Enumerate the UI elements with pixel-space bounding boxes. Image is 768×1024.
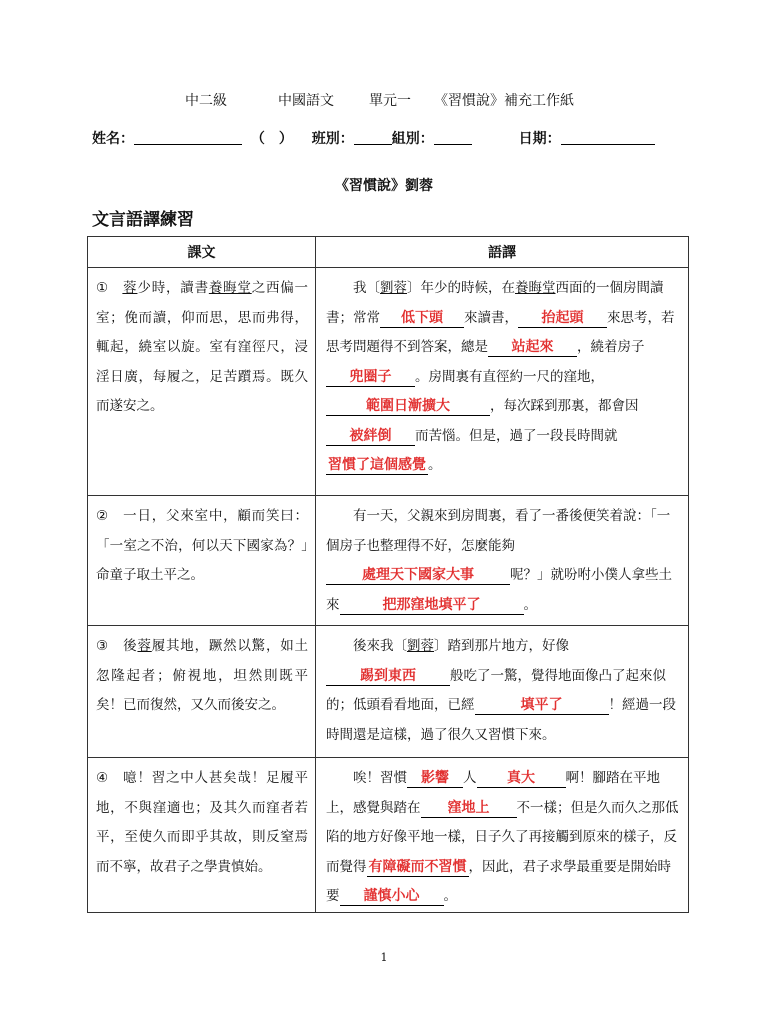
translation-cell — [316, 496, 689, 626]
original-text: 少時，讀書 — [137, 280, 209, 296]
translation-cell — [316, 758, 689, 913]
answer-blank[interactable]: 謹慎小心 — [340, 887, 444, 906]
translation-table — [87, 236, 689, 913]
translation-text: 有一天，父親來到房間裏，看了一番後便笑着說：「一個房子也整理得不好，怎麼能夠 — [326, 508, 671, 554]
translation-text: 唉！習慣 — [353, 770, 407, 786]
worksheet-title: 《習慣說》補充工作紙 — [434, 93, 574, 109]
class-blank[interactable] — [354, 130, 392, 145]
proper-noun: 蓉 — [122, 280, 138, 296]
original-cell — [88, 758, 316, 913]
paragraph-number: ② — [96, 508, 109, 524]
translation-text: 西面的一個房間讀書；常常 — [326, 280, 664, 326]
original-cell — [88, 496, 316, 626]
table-row — [88, 758, 689, 913]
translation-text: 。 — [523, 596, 537, 613]
name-label: 姓名： — [92, 131, 134, 147]
translation-text: ！經過一段時間還是這樣，過了很久又習慣下來。 — [326, 697, 676, 743]
section-title: 文言語譯練習 — [92, 210, 194, 230]
answer-blank[interactable]: 填平了 — [475, 696, 609, 715]
translation-text: 人 — [463, 770, 477, 786]
date-label: 日期： — [518, 131, 561, 147]
class-label: 班別： — [311, 131, 354, 147]
subject-label: 中國語文 — [278, 93, 334, 109]
paragraph-number: ① — [96, 280, 109, 296]
answer-blank[interactable]: 處理天下國家大事 — [326, 566, 510, 585]
translation-cell — [316, 268, 689, 496]
unit-label: 單元一 — [369, 93, 411, 109]
translation-cell — [316, 626, 689, 758]
original-cell — [88, 626, 316, 758]
name-blank[interactable] — [134, 130, 242, 145]
original-text: 履其地，蹶然以驚，如土忽隆起者；俯視地，坦然則既平矣！已而復然，又久而後安之。 — [96, 638, 309, 713]
grade-label: 中二級 — [185, 93, 227, 109]
proper-noun: 劉蓉 — [407, 638, 434, 654]
translation-text: 來讀書， — [464, 309, 518, 326]
translation-text: ，每次踩到那裏，都會因 — [490, 398, 639, 414]
original-text: 噫！習之中人甚矣哉！足履平地，不與窪適也；及其久而窪者若平，至使久而即乎其故，則反窒焉而不寧，故君子之學貴慎始。 — [96, 770, 309, 875]
answer-blank[interactable]: 被絆倒 — [326, 427, 415, 446]
translation-text: 來思考，若思考問題得不到答案，總是 — [326, 309, 675, 355]
answer-blank[interactable]: 兜圈子 — [326, 368, 415, 387]
proper-noun: 蓉 — [137, 638, 152, 654]
table-row — [88, 268, 689, 496]
translation-text: 〕踏到那片地方，好像 — [434, 638, 569, 654]
answer-blank[interactable]: 抬起頭 — [518, 309, 607, 328]
translation-text: 我〔 — [353, 280, 380, 296]
student-info-row — [92, 128, 655, 148]
translation-text: 般吃了一驚，覺得地面像凸了起來似的；低頭看看地面，已經 — [326, 667, 666, 713]
translation-text: 〕年少的時候，在 — [407, 280, 515, 296]
answer-blank[interactable]: 踢到東西 — [326, 667, 450, 686]
group-label: 組別： — [391, 131, 434, 147]
translation-text: 而苦惱。但是，過了一段長時間就 — [415, 427, 618, 444]
proper-noun: 養晦堂 — [208, 280, 252, 296]
original-cell — [88, 268, 316, 496]
paragraph-number: ④ — [96, 770, 109, 786]
translation-text: 。房間裏有直徑約一尺的窪地， — [415, 368, 604, 385]
translation-text: 。 — [443, 888, 457, 904]
answer-blank[interactable]: 有障礙而不習慣 — [368, 858, 467, 875]
original-text: 後 — [122, 638, 138, 654]
answer-blank[interactable]: 範圍日漸擴大 — [326, 397, 490, 416]
translation-text: 後來我〔 — [353, 638, 407, 654]
proper-noun: 養晦堂 — [515, 280, 556, 296]
answer-blank[interactable]: 站起來 — [488, 338, 577, 357]
original-text: 之西偏一室；俛而讀，仰而思，思而弗得，輒起，繞室以旋。室有窪徑尺，浸淫日廣，每履之，足苦躓焉。既久而遂安之。 — [96, 280, 309, 414]
column-header-original: 課文 — [88, 237, 316, 268]
translation-text: ，因此，君子求學最重要是開始時要 — [326, 858, 671, 904]
group-blank[interactable] — [434, 130, 472, 145]
proper-noun: 劉蓉 — [380, 280, 407, 296]
paragraph-number: ③ — [96, 638, 109, 654]
table-row — [88, 626, 689, 758]
text-title: 《習慣說》劉蓉 — [335, 178, 433, 194]
answer-blank[interactable]: 窪地上 — [421, 799, 517, 818]
answer-blank[interactable]: 把那窪地填平了 — [340, 596, 524, 615]
page-number: 1 — [380, 951, 388, 964]
original-text: 一日，父來室中，顧而笑曰：「一室之不治，何以天下國家為？」命童子取土平之。 — [96, 508, 309, 583]
translation-text: 不一樣；但是久而久之那低陷的地方好像平地一樣，日子久了再接觸到原來的樣子，反而覺得 — [326, 799, 679, 875]
table-row — [88, 496, 689, 626]
answer-blank[interactable]: 低下頭 — [380, 309, 464, 328]
translation-text: 。 — [428, 457, 442, 473]
translation-text: 啊！腳踏在平地上，感覺與踏在 — [326, 770, 660, 816]
translation-text: 呢？」就吩咐小僕人拿些土來 — [326, 567, 672, 613]
translation-text: ，繞着房子 — [577, 339, 645, 355]
answer-blank[interactable]: 真大 — [477, 769, 566, 788]
class-number-paren: （ ） — [250, 131, 293, 147]
answer-blank[interactable]: 習慣了這個感覺 — [328, 457, 426, 473]
answer-blank[interactable]: 影響 — [407, 769, 463, 788]
date-blank[interactable] — [561, 130, 655, 145]
column-header-translation: 語譯 — [316, 237, 689, 268]
